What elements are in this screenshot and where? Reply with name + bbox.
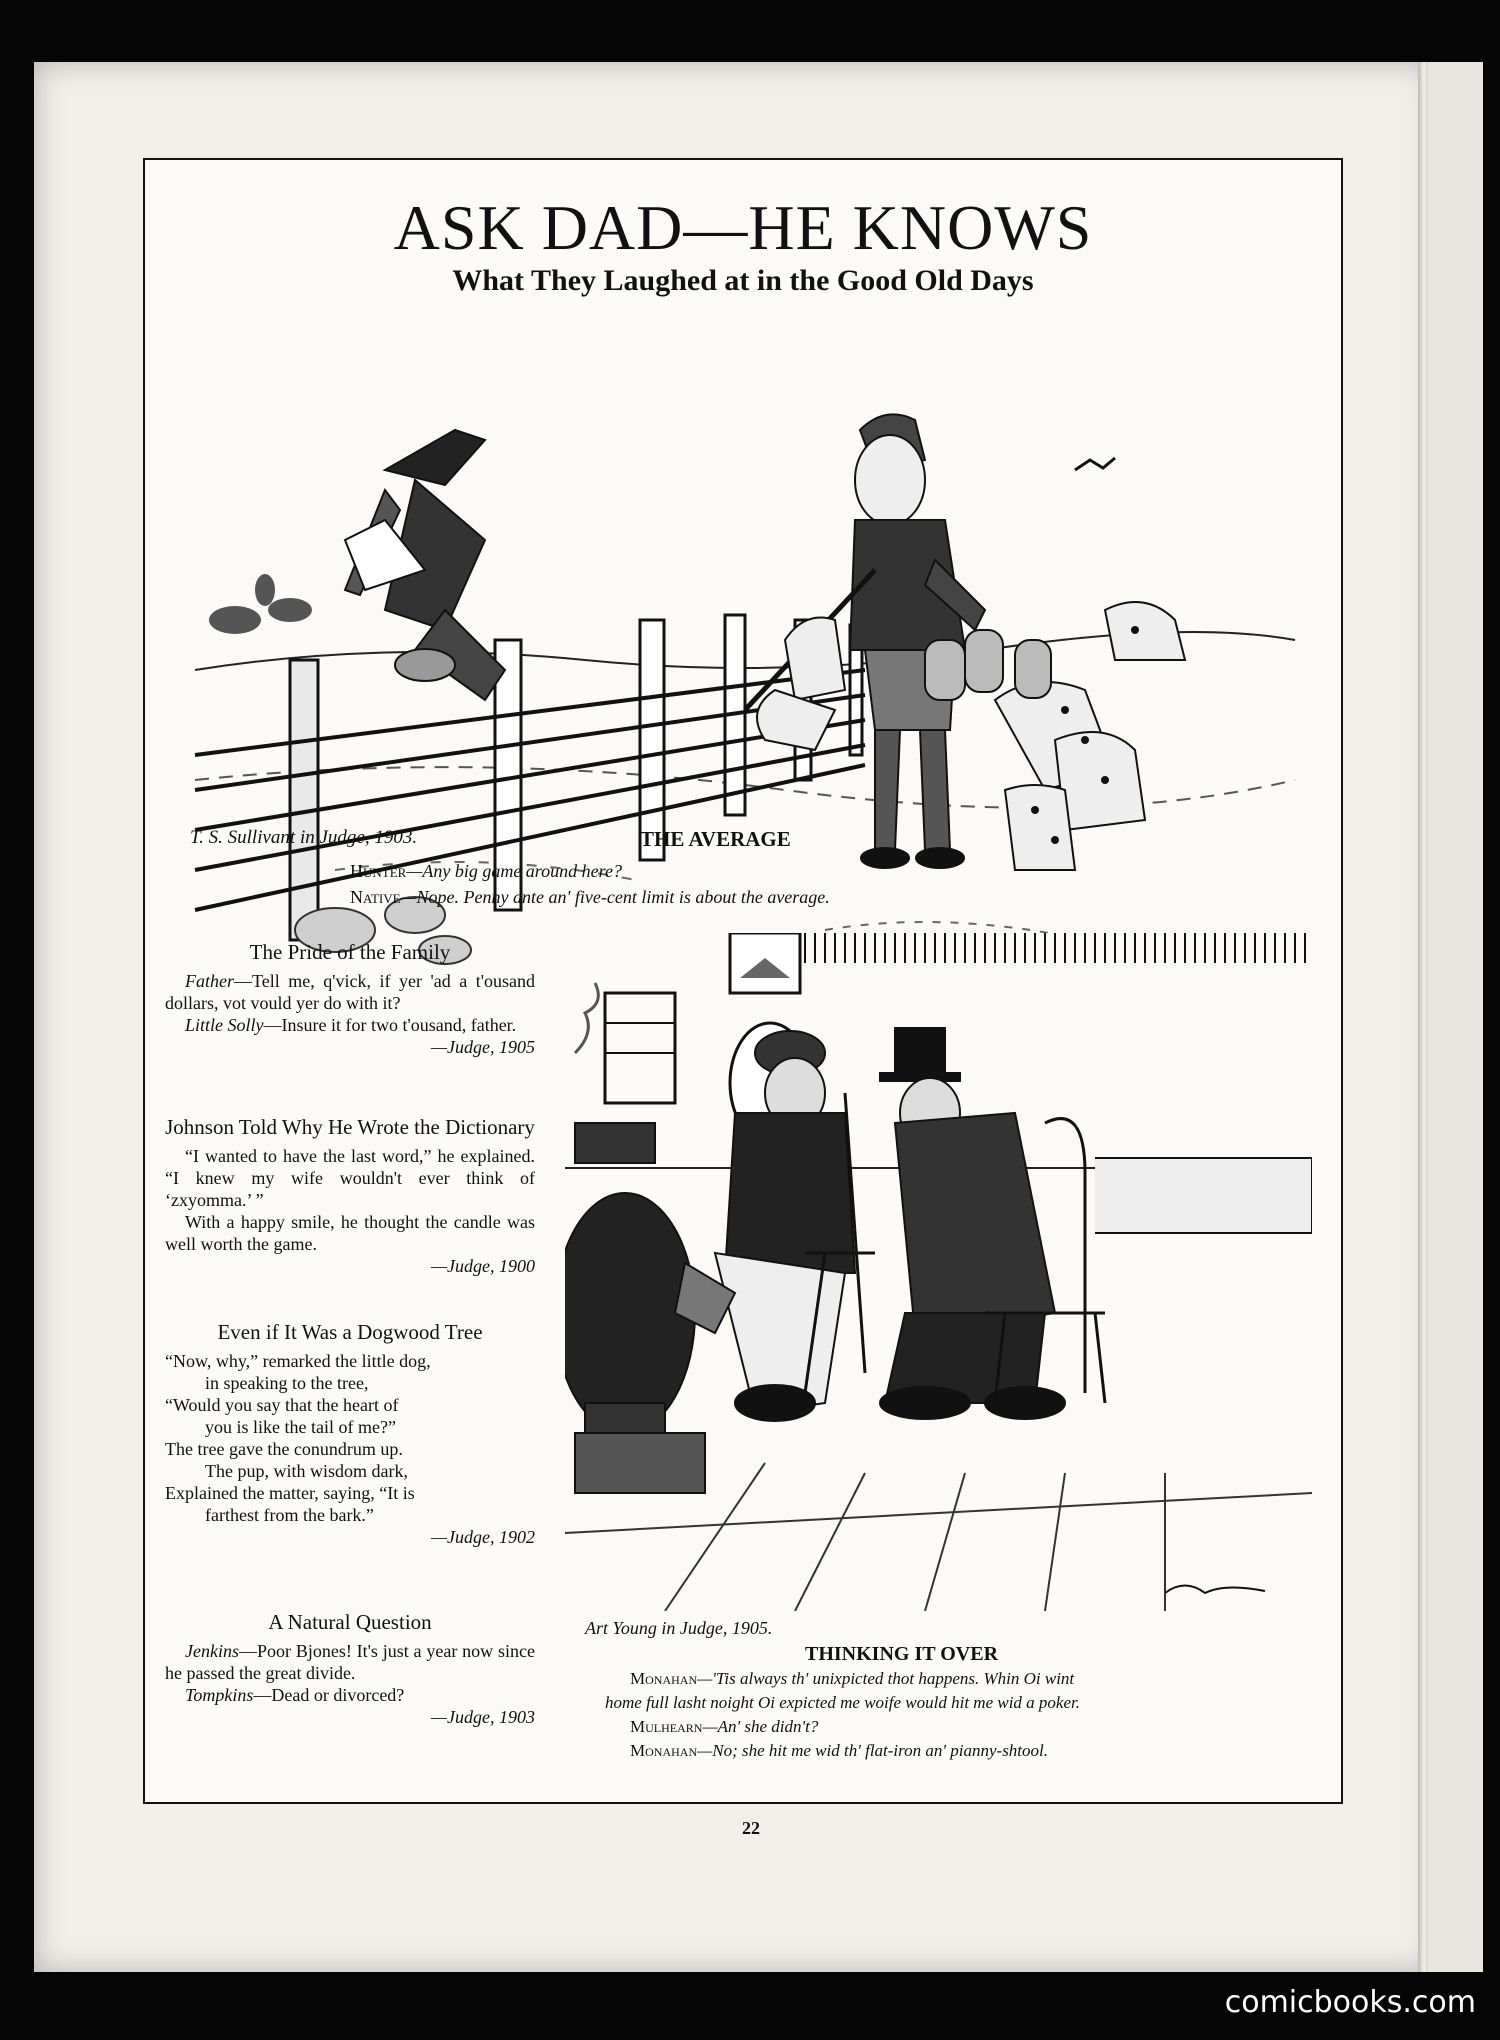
story-johnson-dictionary bbox=[165, 1115, 535, 1277]
story-text: —Dead or divorced? bbox=[253, 1685, 405, 1705]
caption-text: —An' she didn't? bbox=[702, 1717, 819, 1736]
content-frame bbox=[143, 158, 1343, 1804]
story-text: With a happy smile, he thought the candle was well worth the game. bbox=[165, 1212, 535, 1254]
bottom-caption-line-2 bbox=[605, 1693, 1080, 1713]
bottom-cartoon-credit: Art Young in Judge, 1905. bbox=[585, 1618, 773, 1638]
top-caption-line-1 bbox=[350, 861, 622, 882]
story-title: The Pride of the Family bbox=[249, 940, 451, 964]
top-caption-line-2 bbox=[350, 887, 830, 908]
caption-speaker: Hunter bbox=[350, 861, 407, 881]
page-subtitle: What They Laughed at in the Good Old Days bbox=[452, 264, 1034, 297]
bottom-caption-line-3 bbox=[630, 1717, 818, 1737]
story-dogwood-tree bbox=[165, 1320, 535, 1548]
story-title: Johnson Told Why He Wrote the Dictionary bbox=[165, 1115, 535, 1139]
story-source: —Judge, 1905 bbox=[431, 1037, 535, 1057]
story-natural-question bbox=[165, 1610, 535, 1728]
story-speaker: Tompkins bbox=[185, 1685, 254, 1705]
top-cartoon-caption-title: THE AVERAGE bbox=[640, 827, 791, 851]
story-speaker: Father bbox=[185, 971, 234, 991]
verse-line: “Would you say that the heart of bbox=[165, 1395, 399, 1415]
story-source: —Judge, 1903 bbox=[431, 1707, 535, 1727]
verse-line: you is like the tail of me?” bbox=[205, 1417, 396, 1437]
caption-speaker: Monahan bbox=[630, 1741, 698, 1760]
bottom-caption-line-1 bbox=[630, 1669, 1074, 1689]
verse-line: “Now, why,” remarked the little dog, bbox=[165, 1351, 431, 1371]
caption-text: —No; she hit me wid th' flat-iron an' pianny-shtool. bbox=[697, 1741, 1049, 1760]
top-cartoon-credit: T. S. Sullivant in Judge, 1903. bbox=[190, 827, 418, 848]
bottom-caption-line-4 bbox=[630, 1741, 1048, 1761]
page-number: 22 bbox=[742, 1818, 760, 1838]
verse-line: The tree gave the conundrum up. bbox=[165, 1439, 403, 1459]
story-pride-of-family bbox=[165, 940, 535, 1058]
caption-text: —Any big game around here? bbox=[406, 861, 622, 881]
stove-cartoon-illustration bbox=[565, 933, 1312, 1611]
story-text: —Insure it for two t'ousand, father. bbox=[263, 1015, 517, 1035]
story-title: Even if It Was a Dogwood Tree bbox=[217, 1320, 483, 1344]
story-source: —Judge, 1902 bbox=[431, 1527, 535, 1547]
story-text: “I wanted to have the last word,” he explained. “I knew my wife wouldn't ever think of ‘zxyomma.’ ” bbox=[165, 1146, 535, 1210]
caption-speaker: Native bbox=[350, 887, 401, 907]
story-text: —Poor Bjones! It's just a year now since he passed the great divide. bbox=[165, 1641, 535, 1683]
adjacent-page-edge bbox=[1428, 62, 1483, 1972]
page-spine bbox=[1418, 62, 1428, 1972]
bottom-cartoon-caption-title: THINKING IT OVER bbox=[805, 1643, 999, 1665]
caption-text: home full lasht noight Oi expicted me woife would hit me wid a poker. bbox=[605, 1693, 1080, 1712]
caption-speaker: Mulhearn bbox=[630, 1717, 703, 1736]
story-text: —Tell me, q'vick, if yer 'ad a t'ousand dollars, vot vould yer do with it? bbox=[165, 971, 535, 1013]
verse-line: Explained the matter, saying, “It is bbox=[165, 1483, 415, 1503]
story-speaker: Jenkins bbox=[185, 1641, 239, 1661]
caption-text: —'Tis always th' unixpicted thot happens. Whin Oi wint bbox=[697, 1669, 1075, 1688]
verse-line: farthest from the bark.” bbox=[205, 1505, 374, 1525]
story-title: A Natural Question bbox=[268, 1610, 432, 1634]
watermark: comicbooks.com bbox=[1224, 1985, 1476, 2020]
story-source: —Judge, 1900 bbox=[431, 1256, 535, 1276]
caption-text: —Nope. Penny ante an' five-cent limit is about the average. bbox=[400, 887, 830, 907]
verse-line: The pup, with wisdom dark, bbox=[205, 1461, 408, 1481]
verse-line: in speaking to the tree, bbox=[205, 1373, 369, 1393]
story-speaker: Little Solly bbox=[185, 1015, 264, 1035]
page-title: ASK DAD—HE KNOWS bbox=[393, 192, 1093, 263]
caption-speaker: Monahan bbox=[630, 1669, 698, 1688]
